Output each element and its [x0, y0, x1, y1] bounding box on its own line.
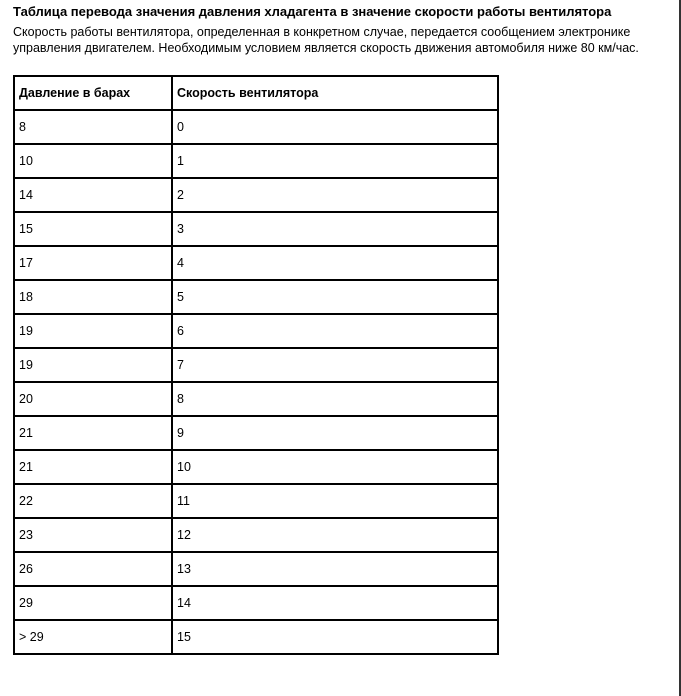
table-body [14, 110, 498, 654]
cell-pressure: 18 [14, 280, 172, 314]
cell-pressure: 20 [14, 382, 172, 416]
table-row [14, 586, 498, 620]
cell-pressure: 21 [14, 450, 172, 484]
cell-fan-speed: 10 [172, 450, 498, 484]
table-row [14, 212, 498, 246]
cell-fan-speed: 7 [172, 348, 498, 382]
table-row [14, 382, 498, 416]
cell-fan-speed: 0 [172, 110, 498, 144]
cell-fan-speed: 5 [172, 280, 498, 314]
cell-pressure: 19 [14, 314, 172, 348]
cell-fan-speed: 13 [172, 552, 498, 586]
cell-pressure: 14 [14, 178, 172, 212]
cell-pressure: 15 [14, 212, 172, 246]
cell-pressure: 8 [14, 110, 172, 144]
table-row [14, 178, 498, 212]
cell-pressure: 26 [14, 552, 172, 586]
cell-pressure: 17 [14, 246, 172, 280]
table-row [14, 348, 498, 382]
cell-fan-speed: 11 [172, 484, 498, 518]
cell-fan-speed: 12 [172, 518, 498, 552]
cell-pressure: 29 [14, 586, 172, 620]
page-title: Таблица перевода значения давления хладагента в значение скорости работы вентилятора [13, 4, 612, 19]
table-row [14, 246, 498, 280]
cell-fan-speed: 8 [172, 382, 498, 416]
column-header-fan-speed: Скорость вентилятора [172, 76, 498, 110]
cell-fan-speed: 15 [172, 620, 498, 654]
cell-pressure: 19 [14, 348, 172, 382]
table-row [14, 518, 498, 552]
table-row [14, 552, 498, 586]
table-row [14, 484, 498, 518]
cell-fan-speed: 1 [172, 144, 498, 178]
intro-paragraph: Скорость работы вентилятора, определенная в конкретном случае, передается сообщением электронике управления двигателем. Необходимым условием является скорость движения автомобиля ниже 80 км/час. [13, 25, 639, 55]
table-row [14, 110, 498, 144]
column-header-pressure: Давление в барах [14, 76, 172, 110]
table-header-row [14, 76, 498, 110]
cell-fan-speed: 14 [172, 586, 498, 620]
cell-fan-speed: 9 [172, 416, 498, 450]
cell-fan-speed: 2 [172, 178, 498, 212]
cell-fan-speed: 6 [172, 314, 498, 348]
pressure-fan-table [13, 75, 499, 655]
cell-pressure: 22 [14, 484, 172, 518]
cell-fan-speed: 4 [172, 246, 498, 280]
table-row [14, 416, 498, 450]
table-row [14, 314, 498, 348]
cell-pressure: 23 [14, 518, 172, 552]
cell-fan-speed: 3 [172, 212, 498, 246]
table-row [14, 450, 498, 484]
cell-pressure: 10 [14, 144, 172, 178]
cell-pressure: > 29 [14, 620, 172, 654]
table-row [14, 144, 498, 178]
table-row [14, 620, 498, 654]
table-row [14, 280, 498, 314]
cell-pressure: 21 [14, 416, 172, 450]
